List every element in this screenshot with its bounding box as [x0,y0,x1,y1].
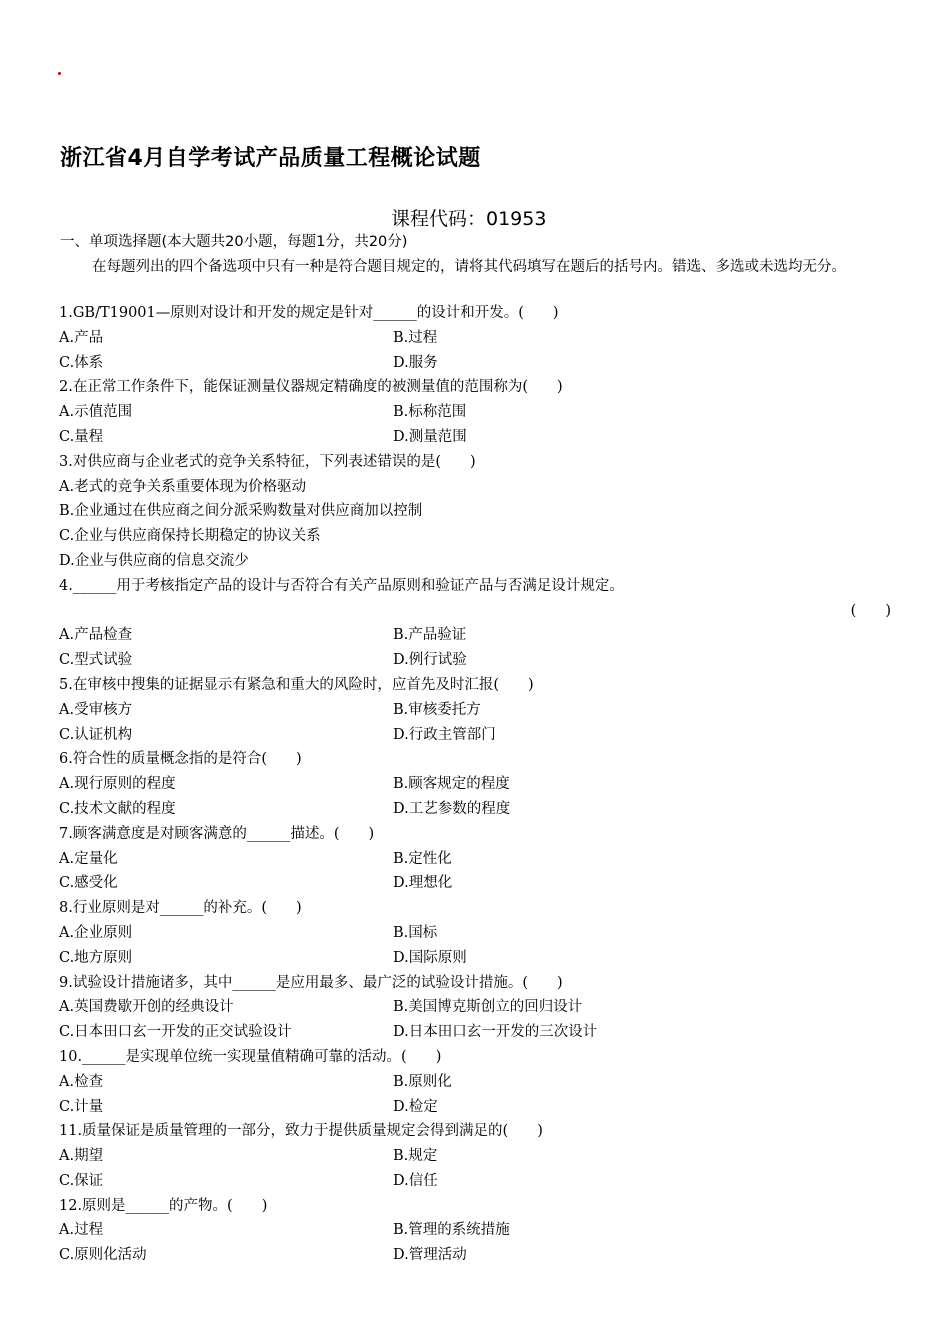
option-d: D.理想化 [393,875,453,892]
option-c: C.企业与供应商保持长期稳定的协议关系 [59,528,321,545]
question-stem: 9.试验设计措施诸多，其中______是应用最多、最广泛的试验设计措施。( ) [59,974,563,991]
option-a: A.期望 [59,1148,104,1165]
question-stem: 8.行业原则是对______的补充。( ) [59,900,302,917]
option-d: D.企业与供应商的信息交流少 [59,552,249,569]
option-b: B.管理的系统措施 [393,1222,510,1239]
option-row [59,871,895,896]
option-a: A.受审核方 [59,701,133,718]
question-stem: 5.在审核中搜集的证据显示有紧急和重大的风险时，应首先及时汇报( ) [59,676,534,693]
option-c: C.保证 [59,1172,104,1189]
option-row [59,797,895,822]
option-row [59,326,895,351]
question-stem: 1.GB/T19001—原则对设计和开发的规定是针对______的设计和开发。( ) [59,305,559,321]
option-c: C.型式试验 [59,652,133,669]
option-d: D.工艺参数的程度 [393,800,511,817]
option-b: B.产品验证 [393,627,467,644]
option-row [59,1218,895,1243]
option-b: B.国标 [393,924,438,941]
option-a: A.老式的竞争关系重要体现为价格驱动 [59,478,307,495]
option-a: A.示值范围 [59,404,133,421]
red-dot-mark [58,72,61,75]
option-d: D.日本田口玄一开发的三次设计 [393,1024,598,1041]
option-c: C.日本田口玄一开发的正交试验设计 [59,1024,292,1041]
option-row [59,1070,895,1095]
option-row [59,995,895,1020]
option-d: D.管理活动 [393,1247,467,1264]
instructions: 在每题列出的四个备选项中只有一种是符合题目规定的，请将其代码填写在题后的括号内。错选、多选或未选均无分。 [92,259,846,275]
question-stem: 12.原则是______的产物。( ) [59,1197,268,1214]
section-heading: 一、单项选择题(本大题共20小题，每题1分，共20分) [60,234,408,250]
option-d: D.例行试验 [393,652,467,669]
option-d: D.行政主管部门 [393,726,496,743]
option-c: C.原则化活动 [59,1247,147,1264]
option-c: C.技术文献的程度 [59,800,176,817]
option-a: A.英国费歇开创的经典设计 [59,999,234,1016]
question-stem: 4.______用于考核指定产品的设计与否符合有关产品原则和验证产品与否满足设计规定。 [59,577,624,594]
option-row [59,1020,895,1045]
option-d: D.测量范围 [393,428,467,445]
question-stem: 11.质量保证是质量管理的一部分，致力于提供质量规定会得到满足的( ) [59,1123,543,1140]
option-row [59,1243,895,1268]
option-b: B.过程 [393,329,438,346]
question-stem: 2.在正常工作条件下，能保证测量仪器规定精确度的被测量值的范围称为( ) [59,379,563,396]
option-row [59,847,895,872]
option-row [59,400,895,425]
option-b: B.审核委托方 [393,701,481,718]
question-stem: 7.顾客满意度是对顾客满意的______描述。( ) [59,825,375,842]
option-row [59,772,895,797]
option-row [59,723,895,748]
option-b: B.标称范围 [393,404,467,421]
option-row [59,1095,895,1120]
option-a: A.过程 [59,1222,104,1239]
option-a: A.定量化 [59,850,118,867]
option-d: D.国际原则 [393,949,467,966]
option-c: C.认证机构 [59,726,133,743]
page-title: 浙江省4月自学考试产品质量工程概论试题 [60,146,481,171]
option-a: A.现行原则的程度 [59,776,176,793]
answer-paren: ( ) [850,602,891,619]
option-a: A.企业原则 [59,924,133,941]
option-d: D.信任 [393,1172,438,1189]
option-row [59,425,895,450]
option-row [59,648,895,673]
option-row [59,1144,895,1169]
option-a: A.检查 [59,1073,104,1090]
option-row [59,623,895,648]
option-row [59,921,895,946]
option-b: B.定性化 [393,850,452,867]
option-c: C.地方原则 [59,949,133,966]
question-stem: 6.符合性的质量概念指的是符合( ) [59,751,302,768]
option-b: B.规定 [393,1148,438,1165]
question-stem: 3.对供应商与企业老式的竞争关系特征，下列表述错误的是( ) [59,453,476,470]
option-b: B.企业通过在供应商之间分派采购数量对供应商加以控制 [59,503,423,520]
course-code: 课程代码：01953 [391,208,547,230]
option-d: D.检定 [393,1098,438,1115]
option-a: A.产品检查 [59,627,133,644]
option-row [59,946,895,971]
option-c: C.量程 [59,428,104,445]
option-d: D.服务 [393,354,438,371]
option-b: B.美国博克斯创立的回归设计 [393,999,583,1016]
option-a: A.产品 [59,329,104,346]
option-c: C.体系 [59,354,104,371]
option-b: B.顾客规定的程度 [393,776,510,793]
question-list [59,301,895,1268]
option-b: B.原则化 [393,1073,452,1090]
option-c: C.感受化 [59,875,118,892]
question-stem: 10.______是实现单位统一实现量值精确可靠的活动。( ) [59,1048,442,1065]
option-row [59,351,895,376]
option-c: C.计量 [59,1098,104,1115]
option-row [59,1169,895,1194]
option-row [59,698,895,723]
